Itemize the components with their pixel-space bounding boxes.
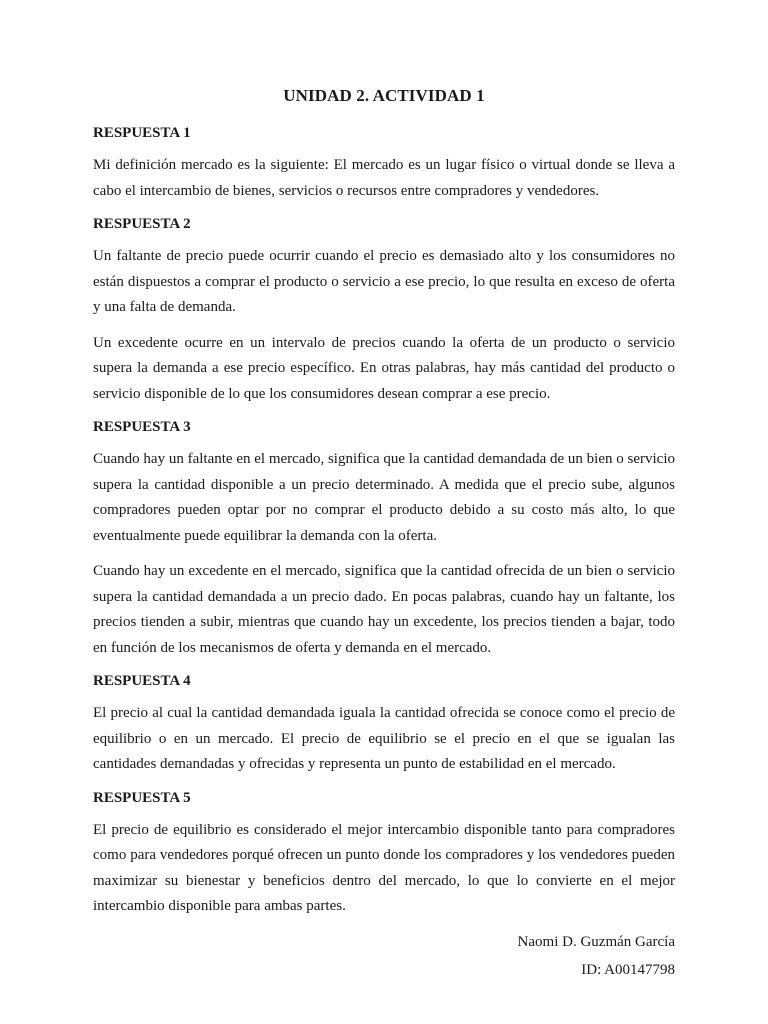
section-heading: RESPUESTA 3 xyxy=(93,419,191,435)
paragraph: Un excedente ocurre en un intervalo de precios cuando la oferta de un producto o servicio supera la demanda a ese precio específico. En otras palabras, hay más cantidad del producto o servicio disponible de lo que los consumidores desean comprar a ese precio. xyxy=(93,334,675,402)
paragraph: El precio al cual la cantidad demandada iguala la cantidad ofrecida se conoce como el precio de equilibrio o en un mercado. El precio de equilibrio se el precio en el que se igualan las cantidades demandadas y ofrecidas y representa un punto de estabilidad en el mercado. xyxy=(93,705,675,772)
document-title: UNIDAD 2. ACTIVIDAD 1 xyxy=(283,86,485,105)
paragraph: Mi definición mercado es la siguiente: El mercado es un lugar físico o virtual donde se lleva a cabo el intercambio de bienes, servicios o recursos entre compradores y vendedores. xyxy=(93,157,675,199)
section-respuesta-5 xyxy=(93,788,675,920)
section-respuesta-2 xyxy=(93,214,675,407)
paragraph: Cuando hay un faltante en el mercado, significa que la cantidad demandada de un bien o servicio supera la cantidad disponible a un precio determinado. A medida que el precio sube, algunos compradores pueden optar por no comprar el producto debido a su costo más alto, lo que eventualmente puede equilibrar la demanda con la oferta. xyxy=(93,451,675,544)
paragraph: El precio de equilibrio es considerado el mejor intercambio disponible tanto para compradores como para vendedores porqué ofrecen un punto donde los compradores y los vendedores pueden maximizar su bienestar y beneficios dentro del mercado, lo que lo convierte en el mejor intercambio disponible para ambas partes. xyxy=(93,821,675,914)
author-signature xyxy=(518,928,675,984)
section-heading: RESPUESTA 5 xyxy=(93,789,191,806)
section-heading: RESPUESTA 1 xyxy=(93,125,191,141)
paragraph: Un faltante de precio puede ocurrir cuando el precio es demasiado alto y los consumidores no están dispuestos a comprar el producto o servicio a ese precio, lo que resulta en exceso de oferta y una falta de demanda. xyxy=(93,248,675,315)
paragraph: Cuando hay un excedente en el mercado, significa que la cantidad ofrecida de un bien o servicio supera la cantidad demandada a un precio dado. En pocas palabras, cuando hay un faltante, los precios tienden a subir, mientras que cuando hay un excedente, los precios tienden a bajar, todo en función de los mecanismos de oferta y demanda en el mercado. xyxy=(93,563,675,656)
author-name: Naomi D. Guzmán García xyxy=(517,934,675,950)
section-heading: RESPUESTA 4 xyxy=(93,673,191,689)
section-respuesta-4 xyxy=(93,671,675,778)
section-respuesta-3 xyxy=(93,417,675,661)
section-respuesta-1 xyxy=(93,123,675,204)
author-id: ID: A00147798 xyxy=(581,962,675,978)
section-heading: RESPUESTA 2 xyxy=(93,216,191,232)
